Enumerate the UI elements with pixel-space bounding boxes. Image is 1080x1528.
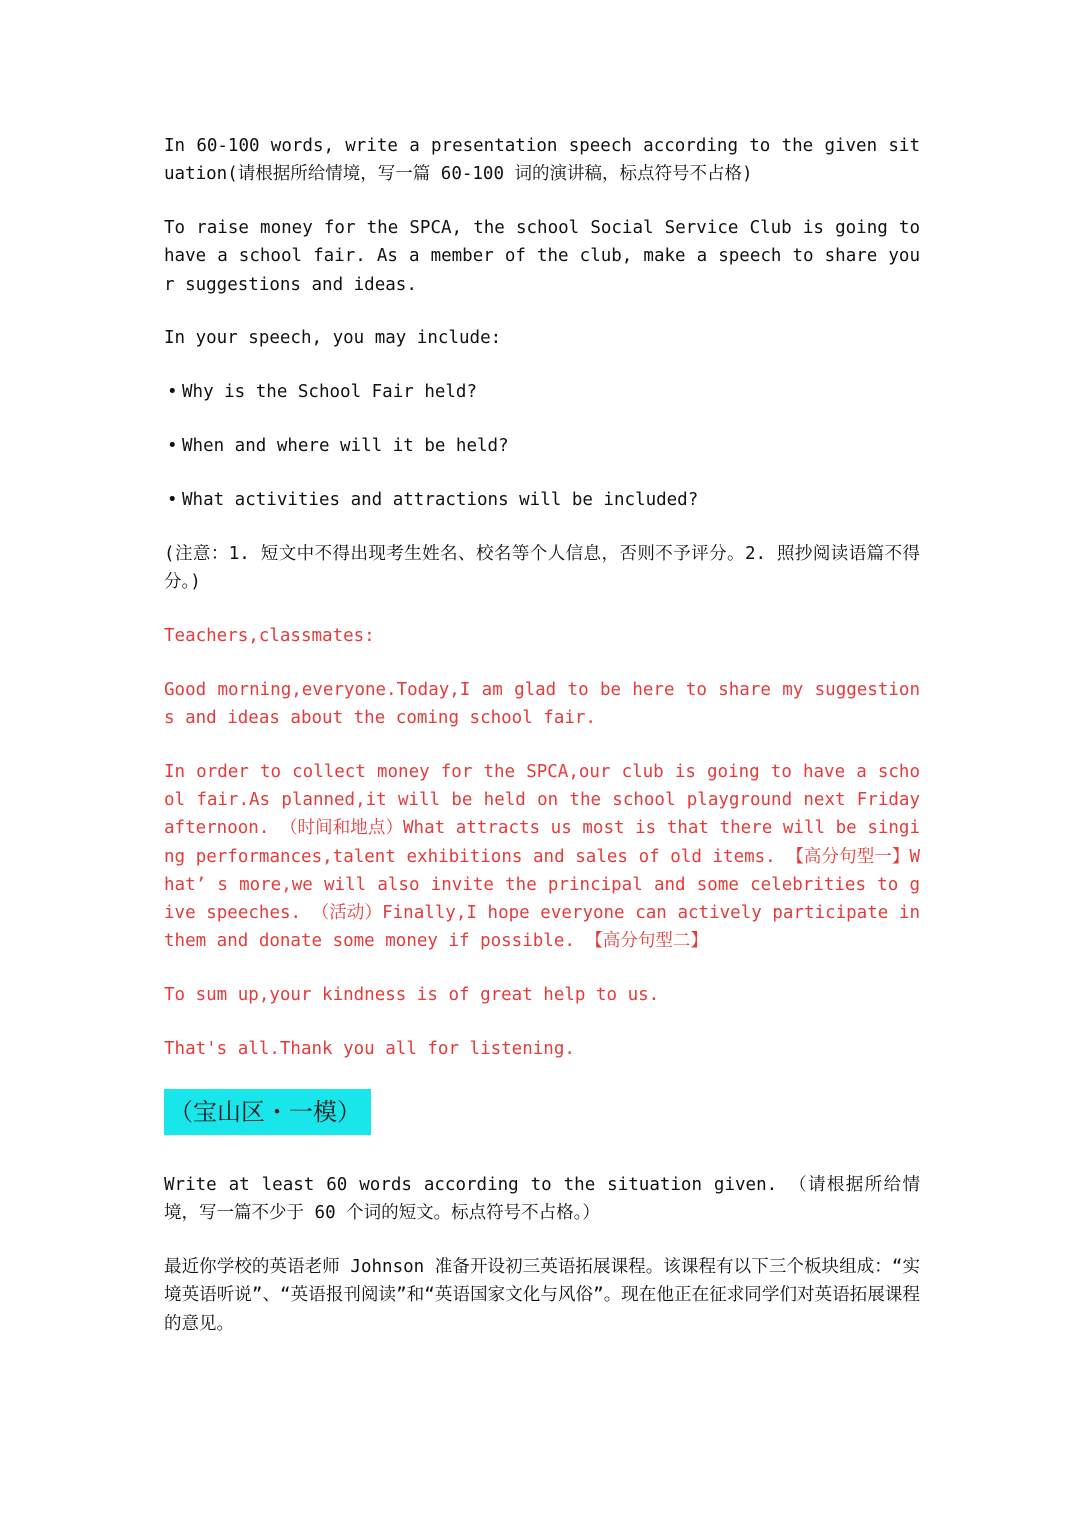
- sample-body: In order to collect money for the SPCA,our club is going to have a school fair.As planned,it will be held on the school playground next Friday afternoon. （时间和地点）What attracts us most is that there will be singing performances,talent exhibitions and sales of old items. 【高分句型一】What’ s more,we will also invite the principal and some celebrities to give speeches. （活动）Finally,I hope everyone can actively participate in them and donate some money if possible. 【高分句型二】: [164, 761, 920, 952]
- bullet-item: [164, 378, 920, 406]
- task1-instruction: In 60-100 words, write a presentation speech according to the given situation(请根据所给情境，写一篇 60-100 词的演讲稿，标点符号不占格): [164, 136, 920, 185]
- document-page: [164, 132, 920, 1338]
- sample-summary: To sum up,your kindness is of great help to us.: [164, 985, 660, 1006]
- task1-situation: To raise money for the SPCA, the school Social Service Club is going to have a school fair. As a member of the club, make a speech to share your suggestions and ideas.: [164, 218, 920, 295]
- bullet-item: [164, 432, 920, 460]
- sample-greeting: Teachers,classmates:: [164, 625, 375, 646]
- section-banner-wrap: [164, 1089, 920, 1135]
- task2-instruction: Write at least 60 words according to the situation given. （请根据所给情境，写一篇不少于 60 个词的短文。标点符号不占格。）: [164, 1174, 920, 1224]
- sample-opening: Good morning,everyone.Today,I am glad to be here to share my suggestions and ideas about the coming school fair.: [164, 679, 920, 728]
- task2-situation: 最近你学校的英语老师 Johnson 准备开设初三英语拓展课程。该课程有以下三个板块组成：“实境英语听说”、“英语报刊阅读”和“英语国家文化与风俗”。现在他正在征求同学们对英语拓展课程的意见。: [164, 1256, 920, 1334]
- bullet-text: Why is the School Fair held?: [182, 382, 478, 403]
- bullet-dot-icon: •: [167, 382, 178, 403]
- task1-include-intro: In your speech, you may include:: [164, 328, 502, 349]
- section-banner: （宝山区・一模）: [164, 1089, 371, 1135]
- bullet-dot-icon: •: [167, 436, 178, 457]
- sample-closing: That's all.Thank you all for listening.: [164, 1039, 575, 1060]
- bullet-item: [164, 486, 920, 514]
- bullet-text: What activities and attractions will be included?: [182, 489, 699, 510]
- task1-note: (注意：1. 短文中不得出现考生姓名、校名等个人信息，否则不予评分。2. 照抄阅读语篇不得分。): [164, 543, 920, 592]
- bullet-text: When and where will it be held?: [182, 436, 509, 457]
- bullet-dot-icon: •: [167, 489, 178, 510]
